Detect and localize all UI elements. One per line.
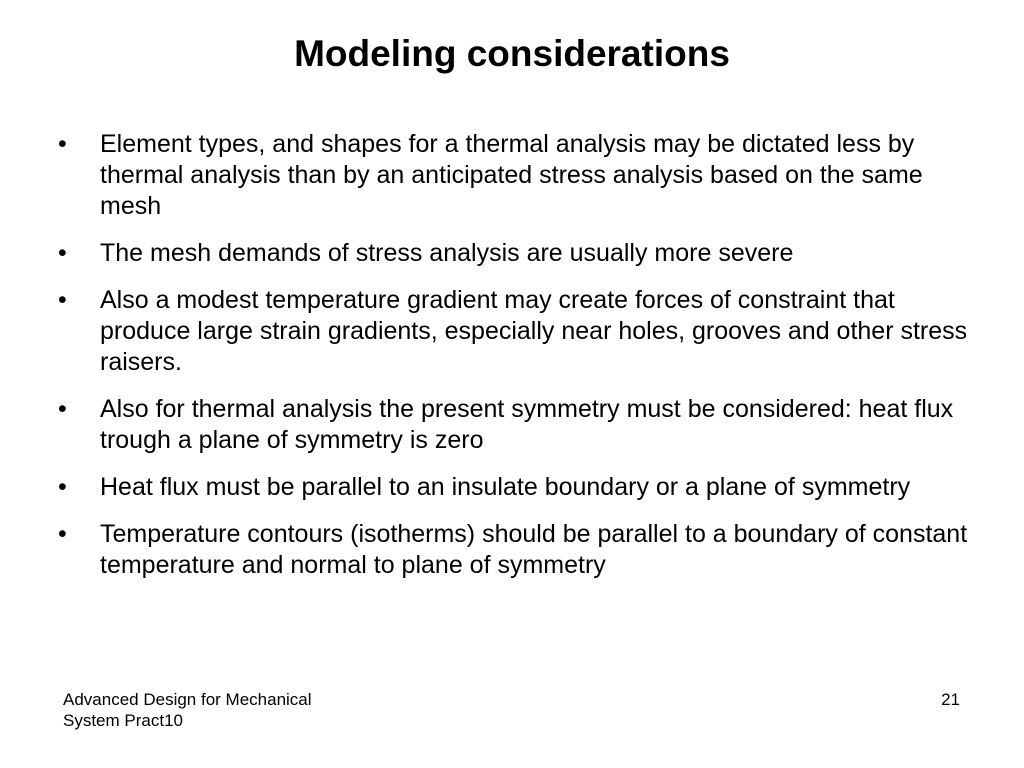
slide-number: 21 xyxy=(941,690,960,709)
bullet-item xyxy=(58,472,973,503)
bullet-dot-icon: • xyxy=(58,520,67,548)
bullet-dot-icon: • xyxy=(58,130,67,158)
bullet-item xyxy=(58,519,973,581)
bullet-text: The mesh demands of stress analysis are usually more severe xyxy=(100,239,794,267)
bullet-dot-icon: • xyxy=(58,286,67,314)
bullet-text: Also for thermal analysis the present symmetry must be considered: heat flux trough a plane of symmetry is zero xyxy=(100,395,954,454)
bullet-item xyxy=(58,238,973,269)
bullet-item xyxy=(58,394,973,456)
bullet-text: Heat flux must be parallel to an insulate boundary or a plane of symmetry xyxy=(100,473,911,501)
bullet-dot-icon: • xyxy=(58,395,67,423)
bullet-dot-icon: • xyxy=(58,473,67,501)
footer-course: Advanced Design for Mechanical System Pract10 xyxy=(63,690,312,730)
bullet-text: Temperature contours (isotherms) should be parallel to a boundary of constant temperature and normal to plane of symmetry xyxy=(100,520,968,579)
bullet-list xyxy=(58,129,973,597)
bullet-item xyxy=(58,129,973,222)
bullet-text: Also a modest temperature gradient may create forces of constraint that produce large strain gradients, especially near holes, grooves and other stress raisers. xyxy=(100,286,968,376)
bullet-text: Element types, and shapes for a thermal analysis may be dictated less by thermal analysis than by an anticipated stress analysis based on the same mesh xyxy=(100,130,923,220)
bullet-item xyxy=(58,285,973,378)
bullet-dot-icon: • xyxy=(58,239,67,267)
slide-title: Modeling considerations xyxy=(294,33,730,74)
